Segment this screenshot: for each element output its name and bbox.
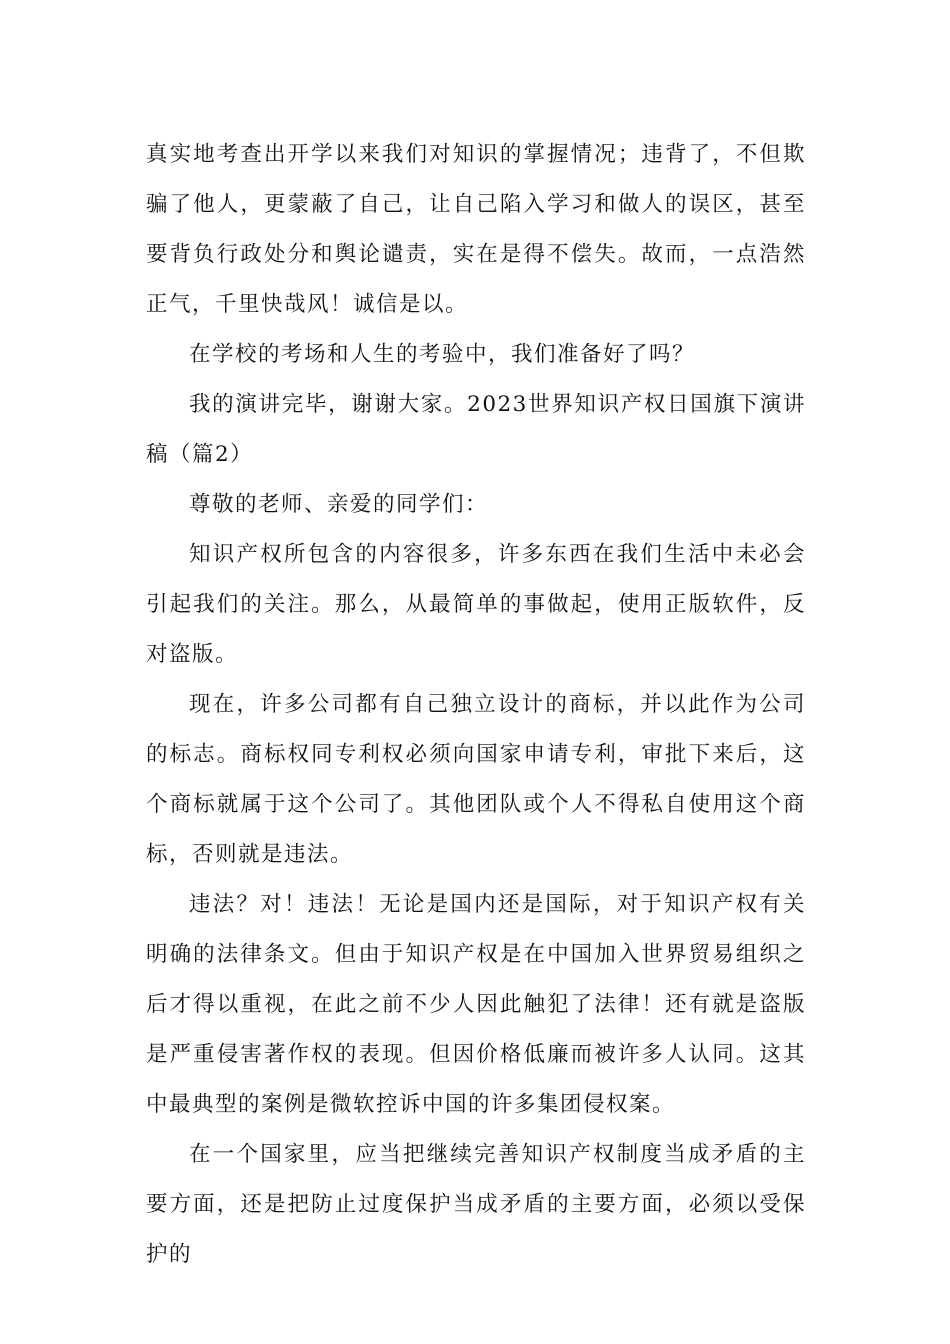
body-paragraph: 在学校的考场和人生的考验中，我们准备好了吗？	[189, 342, 696, 367]
body-paragraph: 真实地考查出开学以来我们对知识的掌握情况；违背了，不但欺骗了他人，更蒙蔽了自己，让自己陷入学习和做人的误区，甚至要背负行政处分和舆论谴责，实在是得不偿失。故而，一点浩然正气，千里快哉风！诚信是以。	[146, 142, 806, 317]
body-paragraph: 现在，许多公司都有自己独立设计的商标，并以此作为公司的标志。商标权同专利权必须向国家申请专利，审批下来后，这个商标就属于这个公司了。其他团队或个人不得私自使用这个商标，否则就是违法。	[146, 692, 806, 867]
document-page	[146, 130, 806, 1280]
body-paragraph: 知识产权所包含的内容很多，许多东西在我们生活中未必会引起我们的关注。那么，从最简单的事做起，使用正版软件，反对盗版。	[146, 542, 806, 667]
body-paragraph: 我的演讲完毕，谢谢大家。2023世界知识产权日国旗下演讲稿（篇2）	[146, 392, 806, 467]
salutation: 尊敬的老师、亲爱的同学们：	[189, 492, 489, 517]
body-paragraph: 在一个国家里，应当把继续完善知识产权制度当成矛盾的主要方面，还是把防止过度保护当成矛盾的主要方面，必须以受保护的	[146, 1142, 806, 1267]
body-paragraph: 违法？对！违法！无论是国内还是国际，对于知识产权有关明确的法律条文。但由于知识产权是在中国加入世界贸易组织之后才得以重视，在此之前不少人因此触犯了法律！还有就是盗版是严重侵害著作权的表现。但因价格低廉而被许多人认同。这其中最典型的案例是微软控诉中国的许多集团侵权案。	[146, 892, 806, 1117]
